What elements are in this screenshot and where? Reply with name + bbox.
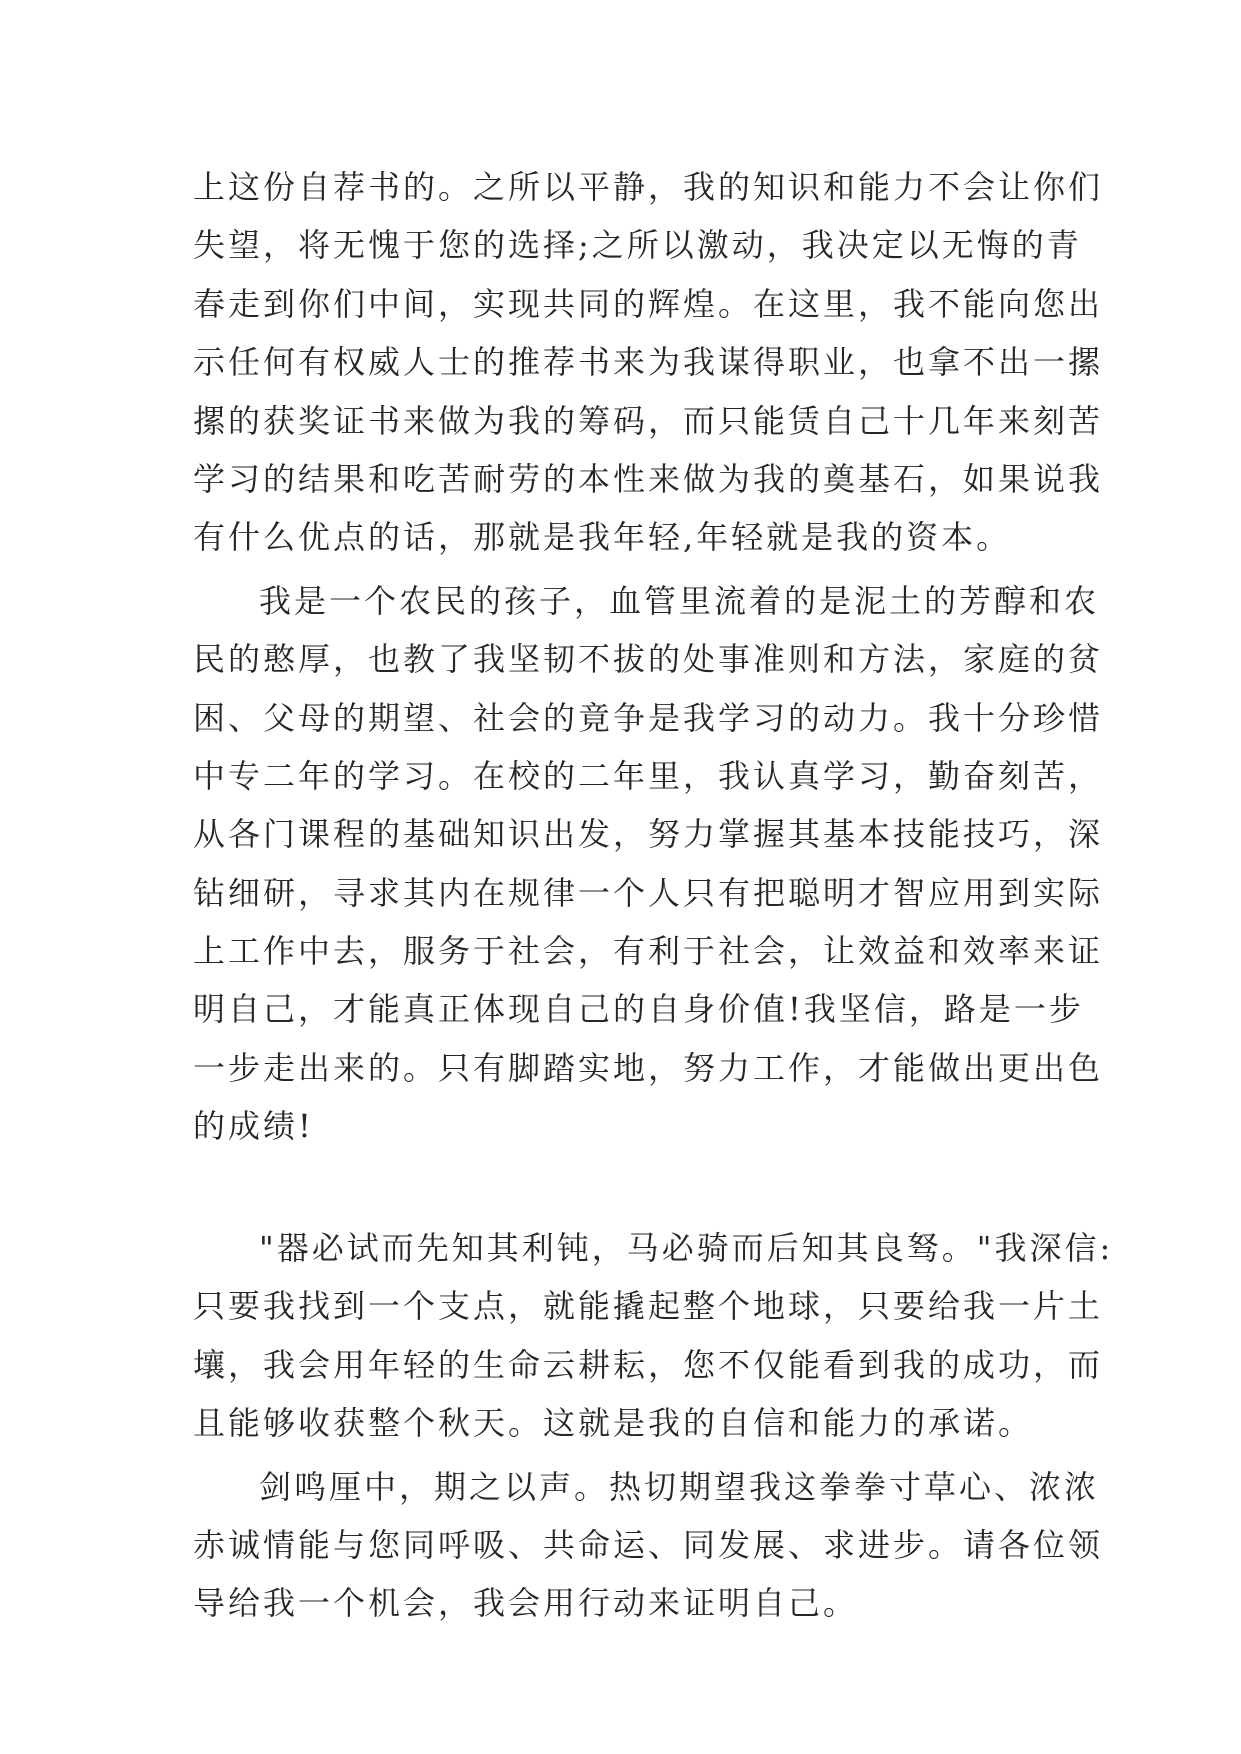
document-body bbox=[193, 158, 1114, 1633]
text-line: 有什么优点的话，那就是我年轻,年轻就是我的资本。 bbox=[193, 518, 1012, 557]
text-line: 中专二年的学习。在校的二年里，我认真学习，勤奋刻苦， bbox=[193, 756, 1104, 795]
paragraph bbox=[193, 1458, 1104, 1633]
text-line: 上这份自荐书的。之所以平静，我的知识和能力不会让你们 bbox=[193, 168, 1104, 206]
text-line: 学习的结果和吃苦耐劳的本性来做为我的奠基石，如果说我 bbox=[193, 459, 1104, 498]
text-line: 只要我找到一个支点，就能撬起整个地球，只要给我一片土 bbox=[193, 1287, 1104, 1326]
text-line: 壤，我会用年轻的生命云耕耘，您不仅能看到我的成功，而 bbox=[193, 1345, 1104, 1384]
text-line: 从各门课程的基础知识出发，努力掌握其基本技能技巧，深 bbox=[193, 815, 1104, 854]
text-line: 的成绩! bbox=[193, 1107, 314, 1146]
text-line bbox=[193, 1156, 1063, 1214]
text-line: 上工作中去，服务于社会，有利于社会，让效益和效率来证 bbox=[193, 932, 1104, 971]
text-line: 导给我一个机会，我会用行动来证明自己。 bbox=[193, 1584, 859, 1623]
text-line: 一步走出来的。只有脚踏实地，努力工作，才能做出更出色 bbox=[193, 1048, 1104, 1087]
text-line: 钻细研，寻求其内在规律一个人只有把聪明才智应用到实际 bbox=[193, 873, 1104, 912]
paragraph bbox=[193, 1219, 1114, 1453]
text-line: 春走到你们中间，实现共同的辉煌。在这里，我不能向您出 bbox=[193, 284, 1104, 323]
text-line: 困、父母的期望、社会的竟争是我学习的动力。我十分珍惜 bbox=[193, 698, 1104, 737]
text-line: 民的憨厚，也教了我坚韧不拔的处事准则和方法，家庭的贫 bbox=[193, 640, 1104, 679]
paragraph bbox=[193, 158, 1104, 567]
text-line: 剑鸣厘中，期之以声。热切期望我这拳拳寸草心、浓浓 bbox=[259, 1467, 1100, 1506]
text-line: 失望，将无愧于您的选择;之所以激动，我决定以无悔的青 bbox=[193, 226, 1082, 265]
paragraph bbox=[193, 572, 1104, 1214]
text-line: 明自己，才能真正体现自己的自身价值!我坚信，路是一步 bbox=[193, 990, 1084, 1029]
text-line: 示任何有权威人士的推荐书来为我谋得职业，也拿不出一摞 bbox=[193, 343, 1104, 382]
text-line: 赤诚情能与您同呼吸、共命运、同发展、求进步。请各位领 bbox=[193, 1525, 1104, 1564]
text-line: 摞的获奖证书来做为我的筹码，而只能赁自己十几年来刻苦 bbox=[193, 401, 1104, 440]
text-line: 我是一个农民的孩子，血管里流着的是泥土的芳醇和农 bbox=[259, 581, 1100, 620]
text-line: "器必试而先知其利钝，马必骑而后知其良驽。"我深信: bbox=[259, 1229, 1114, 1268]
text-line: 且能够收获整个秋天。这就是我的自信和能力的承诺。 bbox=[193, 1404, 1034, 1443]
